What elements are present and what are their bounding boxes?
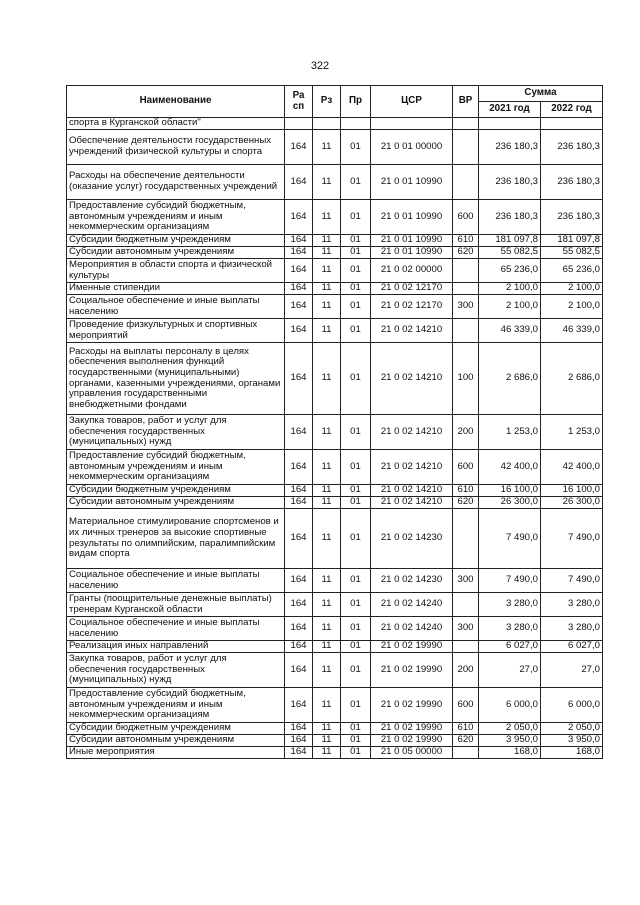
table-cell-vr: 620 <box>453 247 479 259</box>
table-cell-name: Иные мероприятия <box>67 747 285 759</box>
table-cell-2021: 2 686,0 <box>479 343 541 415</box>
table-cell-name: Предоставление субсидий бюджетным, автономным учреждениям и иным некоммерческим организациям <box>67 688 285 723</box>
table-cell-2022: 168,0 <box>541 747 603 759</box>
table-cell-csr: 21 0 02 14230 <box>371 509 453 569</box>
table-cell-2021: 1 253,0 <box>479 415 541 450</box>
table-cell-vr <box>453 747 479 759</box>
table-cell-vr <box>453 641 479 653</box>
table-cell-csr: 21 0 02 14210 <box>371 497 453 509</box>
table-cell-pr: 01 <box>341 235 371 247</box>
header-name: Наименование <box>67 86 285 118</box>
table-row <box>67 593 603 617</box>
table-row <box>67 688 603 723</box>
table-cell-name: Реализация иных направлений <box>67 641 285 653</box>
table-cell-vr <box>453 593 479 617</box>
table-cell-2022: 1 253,0 <box>541 415 603 450</box>
table-cell-csr: 21 0 05 00000 <box>371 747 453 759</box>
table-cell-2022: 65 236,0 <box>541 259 603 283</box>
table-cell-rasp: 164 <box>285 485 313 497</box>
table-row <box>67 259 603 283</box>
table-cell-2021: 2 100,0 <box>479 295 541 319</box>
table-cell-2022: 16 100,0 <box>541 485 603 497</box>
table-cell-vr <box>453 283 479 295</box>
table-cell-csr: 21 0 01 10990 <box>371 247 453 259</box>
table-cell-csr: 21 0 02 19990 <box>371 688 453 723</box>
table-cell-name: Гранты (поощрительные денежные выплаты) тренерам Курганской области <box>67 593 285 617</box>
table-cell-2021: 236 180,3 <box>479 200 541 235</box>
table-cell-vr <box>453 165 479 200</box>
table-cell-csr <box>371 118 453 130</box>
table-cell-csr: 21 0 02 14240 <box>371 593 453 617</box>
table-cell-2022: 26 300,0 <box>541 497 603 509</box>
table-cell-vr <box>453 118 479 130</box>
table-cell-pr: 01 <box>341 617 371 641</box>
table-row <box>67 200 603 235</box>
table-cell-pr: 01 <box>341 165 371 200</box>
table-cell-pr: 01 <box>341 247 371 259</box>
table-cell-rasp: 164 <box>285 569 313 593</box>
table-cell-rasp: 164 <box>285 450 313 485</box>
table-cell-pr: 01 <box>341 343 371 415</box>
table-cell-2022: 6 000,0 <box>541 688 603 723</box>
table-cell-rz <box>313 118 341 130</box>
table-cell-rz: 11 <box>313 688 341 723</box>
table-cell-pr: 01 <box>341 295 371 319</box>
table-cell-2022: 2 050,0 <box>541 723 603 735</box>
table-cell-2021: 2 050,0 <box>479 723 541 735</box>
table-cell-rz: 11 <box>313 450 341 485</box>
table-cell-rz: 11 <box>313 235 341 247</box>
table-cell-pr: 01 <box>341 497 371 509</box>
table-cell-2022: 2 100,0 <box>541 295 603 319</box>
page-number: 322 <box>310 60 330 72</box>
table-cell-rz: 11 <box>313 569 341 593</box>
table-cell-rz: 11 <box>313 130 341 165</box>
table-cell-name: Субсидии автономным учреждениям <box>67 735 285 747</box>
table-cell-2021: 3 950,0 <box>479 735 541 747</box>
table-row <box>67 343 603 415</box>
table-cell-rasp: 164 <box>285 653 313 688</box>
table-cell-rz: 11 <box>313 295 341 319</box>
header-rasp-line2: сп <box>292 100 305 112</box>
table-cell-vr: 610 <box>453 485 479 497</box>
table-cell-2022: 55 082,5 <box>541 247 603 259</box>
table-cell-rasp: 164 <box>285 130 313 165</box>
table-cell-pr: 01 <box>341 200 371 235</box>
table-cell-2022: 236 180,3 <box>541 165 603 200</box>
table-cell-rz: 11 <box>313 617 341 641</box>
table-cell-vr: 200 <box>453 653 479 688</box>
table-cell-name: Мероприятия в области спорта и физической культуры <box>67 259 285 283</box>
table-cell-vr: 620 <box>453 497 479 509</box>
table-cell-rz: 11 <box>313 283 341 295</box>
table-cell-name: Субсидии бюджетным учреждениям <box>67 723 285 735</box>
table-cell-rasp: 164 <box>285 723 313 735</box>
table-cell-pr: 01 <box>341 569 371 593</box>
table-cell-rz: 11 <box>313 747 341 759</box>
table-row <box>67 295 603 319</box>
table-cell-pr: 01 <box>341 593 371 617</box>
table-row <box>67 653 603 688</box>
table-row <box>67 569 603 593</box>
table-cell-vr: 610 <box>453 723 479 735</box>
header-rasp-line1: Ра <box>292 89 305 101</box>
table-cell-vr: 300 <box>453 569 479 593</box>
table-cell-pr: 01 <box>341 130 371 165</box>
table-cell-vr: 100 <box>453 343 479 415</box>
table-cell-2022: 3 280,0 <box>541 593 603 617</box>
table-cell-rasp: 164 <box>285 617 313 641</box>
table-cell-rz: 11 <box>313 200 341 235</box>
table-cell-name: Обеспечение деятельности государственных учреждений физической культуры и спорта <box>67 130 285 165</box>
table-cell-rz: 11 <box>313 165 341 200</box>
header-2022: 2022 год <box>541 102 603 118</box>
table-cell-2021: 7 490,0 <box>479 509 541 569</box>
table-cell-name: Социальное обеспечение и иные выплаты населению <box>67 569 285 593</box>
header-rasp <box>285 86 313 118</box>
header-rz: Рз <box>313 86 341 118</box>
table-cell-2021: 65 236,0 <box>479 259 541 283</box>
table-cell-vr: 600 <box>453 688 479 723</box>
table-body <box>67 118 603 759</box>
table-cell-csr: 21 0 01 10990 <box>371 200 453 235</box>
table-cell-rz: 11 <box>313 641 341 653</box>
table-cell-pr: 01 <box>341 415 371 450</box>
header-2021: 2021 год <box>479 102 541 118</box>
table-cell-name: Предоставление субсидий бюджетным, автономным учреждениям и иным некоммерческим организациям <box>67 200 285 235</box>
table-cell-name: Именные стипендии <box>67 283 285 295</box>
table-cell-2021: 168,0 <box>479 747 541 759</box>
table-cell-rz: 11 <box>313 247 341 259</box>
table-row <box>67 617 603 641</box>
table-cell-vr: 610 <box>453 235 479 247</box>
table-cell-2022: 6 027,0 <box>541 641 603 653</box>
table-cell-2021: 16 100,0 <box>479 485 541 497</box>
table-cell-2021: 26 300,0 <box>479 497 541 509</box>
table-cell-rz: 11 <box>313 319 341 343</box>
table-cell-2021: 236 180,3 <box>479 165 541 200</box>
table-cell-pr: 01 <box>341 688 371 723</box>
table-row <box>67 235 603 247</box>
table-cell-2022: 42 400,0 <box>541 450 603 485</box>
table-cell-rz: 11 <box>313 593 341 617</box>
header-csr: ЦСР <box>371 86 453 118</box>
table-cell-2021: 2 100,0 <box>479 283 541 295</box>
table-cell-csr: 21 0 02 00000 <box>371 259 453 283</box>
table-cell-name: Расходы на обеспечение деятельности (оказание услуг) государственных учреждений <box>67 165 285 200</box>
table-cell-csr: 21 0 02 14210 <box>371 450 453 485</box>
table-cell-pr: 01 <box>341 735 371 747</box>
table-cell-csr: 21 0 02 14210 <box>371 485 453 497</box>
table-cell-rasp: 164 <box>285 295 313 319</box>
table-cell-rasp: 164 <box>285 283 313 295</box>
table-cell-pr: 01 <box>341 283 371 295</box>
table-cell-pr: 01 <box>341 485 371 497</box>
table-cell-csr: 21 0 02 19990 <box>371 653 453 688</box>
table-cell-csr: 21 0 02 14240 <box>371 617 453 641</box>
table-cell-2022: 7 490,0 <box>541 569 603 593</box>
table-cell-vr: 300 <box>453 295 479 319</box>
header-vr: ВР <box>453 86 479 118</box>
table-cell-rasp: 164 <box>285 735 313 747</box>
table-cell-rz: 11 <box>313 735 341 747</box>
table-cell-rz: 11 <box>313 653 341 688</box>
table-cell-csr: 21 0 02 12170 <box>371 295 453 319</box>
table-cell-2021: 6 000,0 <box>479 688 541 723</box>
table-row <box>67 283 603 295</box>
table-row <box>67 247 603 259</box>
table-cell-pr <box>341 118 371 130</box>
table-cell-vr: 600 <box>453 450 479 485</box>
table-cell-name: Социальное обеспечение и иные выплаты населению <box>67 295 285 319</box>
table-cell-rz: 11 <box>313 415 341 450</box>
table-cell-name: Субсидии автономным учреждениям <box>67 247 285 259</box>
table-cell-2022 <box>541 118 603 130</box>
table-cell-2021 <box>479 118 541 130</box>
table-cell-vr <box>453 509 479 569</box>
table-cell-rasp: 164 <box>285 247 313 259</box>
table-cell-rasp: 164 <box>285 747 313 759</box>
table-row <box>67 641 603 653</box>
table-cell-pr: 01 <box>341 259 371 283</box>
table-cell-2021: 6 027,0 <box>479 641 541 653</box>
table-cell-name: Материальное стимулирование спортсменов и их личных тренеров за высокие спортивные результаты по олимпийским, паралимпийским видам спорта <box>67 509 285 569</box>
table-cell-vr <box>453 259 479 283</box>
table-cell-rasp: 164 <box>285 497 313 509</box>
table-row <box>67 723 603 735</box>
table-cell-csr: 21 0 01 00000 <box>371 130 453 165</box>
table-cell-rz: 11 <box>313 485 341 497</box>
table-cell-name: Закупка товаров, работ и услуг для обеспечения государственных (муниципальных) нужд <box>67 415 285 450</box>
table-cell-2022: 46 339,0 <box>541 319 603 343</box>
table-cell-rasp: 164 <box>285 165 313 200</box>
header-pr: Пр <box>341 86 371 118</box>
table-row <box>67 509 603 569</box>
table-row <box>67 485 603 497</box>
table-row <box>67 319 603 343</box>
table-cell-pr: 01 <box>341 723 371 735</box>
table-cell-csr: 21 0 02 19990 <box>371 735 453 747</box>
table-cell-vr <box>453 130 479 165</box>
table-cell-rasp: 164 <box>285 641 313 653</box>
table-cell-rasp: 164 <box>285 593 313 617</box>
table-cell-rasp: 164 <box>285 200 313 235</box>
table-cell-rasp: 164 <box>285 343 313 415</box>
table-cell-2022: 2 100,0 <box>541 283 603 295</box>
table-cell-name: Субсидии автономным учреждениям <box>67 497 285 509</box>
table-cell-pr: 01 <box>341 450 371 485</box>
table-cell-csr: 21 0 02 14210 <box>371 343 453 415</box>
table-cell-pr: 01 <box>341 509 371 569</box>
table-cell-vr: 300 <box>453 617 479 641</box>
table-cell-2021: 3 280,0 <box>479 617 541 641</box>
table-cell-rz: 11 <box>313 343 341 415</box>
table-row <box>67 450 603 485</box>
table-cell-csr: 21 0 02 14210 <box>371 415 453 450</box>
table-cell-csr: 21 0 02 12170 <box>371 283 453 295</box>
table-cell-rz: 11 <box>313 723 341 735</box>
table-cell-name: Субсидии бюджетным учреждениям <box>67 235 285 247</box>
header-row <box>67 86 603 102</box>
table-cell-vr: 600 <box>453 200 479 235</box>
table-cell-2022: 181 097,8 <box>541 235 603 247</box>
table-row <box>67 165 603 200</box>
table-cell-csr: 21 0 02 19990 <box>371 641 453 653</box>
table-cell-name: спорта в Курганской области" <box>67 118 285 130</box>
table-cell-csr: 21 0 02 19990 <box>371 723 453 735</box>
table-row <box>67 497 603 509</box>
table-cell-2021: 46 339,0 <box>479 319 541 343</box>
table-row <box>67 130 603 165</box>
table-cell-name: Проведение физкультурных и спортивных мероприятий <box>67 319 285 343</box>
table-row <box>67 415 603 450</box>
table-cell-2022: 27,0 <box>541 653 603 688</box>
table-cell-rz: 11 <box>313 509 341 569</box>
table-cell-vr <box>453 319 479 343</box>
table-cell-name: Предоставление субсидий бюджетным, автономным учреждениям и иным некоммерческим организациям <box>67 450 285 485</box>
table-cell-csr: 21 0 02 14230 <box>371 569 453 593</box>
table-cell-2021: 27,0 <box>479 653 541 688</box>
budget-table <box>66 85 603 759</box>
table-cell-pr: 01 <box>341 641 371 653</box>
table-cell-rasp: 164 <box>285 688 313 723</box>
table-cell-2021: 7 490,0 <box>479 569 541 593</box>
table-cell-2022: 2 686,0 <box>541 343 603 415</box>
table-row <box>67 735 603 747</box>
table-cell-2021: 3 280,0 <box>479 593 541 617</box>
table-cell-rasp <box>285 118 313 130</box>
table-cell-rz: 11 <box>313 497 341 509</box>
table-cell-rasp: 164 <box>285 259 313 283</box>
table-cell-2022: 236 180,3 <box>541 200 603 235</box>
table-row <box>67 747 603 759</box>
table-cell-2021: 55 082,5 <box>479 247 541 259</box>
table-cell-rasp: 164 <box>285 509 313 569</box>
table-cell-name: Закупка товаров, работ и услуг для обеспечения государственных (муниципальных) нужд <box>67 653 285 688</box>
table-cell-rz: 11 <box>313 259 341 283</box>
table-cell-2022: 3 950,0 <box>541 735 603 747</box>
table-cell-name: Социальное обеспечение и иные выплаты населению <box>67 617 285 641</box>
table-cell-pr: 01 <box>341 747 371 759</box>
table-cell-name: Субсидии бюджетным учреждениям <box>67 485 285 497</box>
table-cell-2021: 236 180,3 <box>479 130 541 165</box>
table-cell-csr: 21 0 02 14210 <box>371 319 453 343</box>
table-cell-csr: 21 0 01 10990 <box>371 235 453 247</box>
table-cell-pr: 01 <box>341 653 371 688</box>
table-cell-2021: 181 097,8 <box>479 235 541 247</box>
table-cell-2022: 7 490,0 <box>541 509 603 569</box>
table-cell-vr: 620 <box>453 735 479 747</box>
table-cell-rasp: 164 <box>285 415 313 450</box>
table-cell-rasp: 164 <box>285 319 313 343</box>
header-sum: Сумма <box>479 86 603 102</box>
table-cell-2022: 3 280,0 <box>541 617 603 641</box>
table-cell-rasp: 164 <box>285 235 313 247</box>
table-cell-pr: 01 <box>341 319 371 343</box>
table-cell-csr: 21 0 01 10990 <box>371 165 453 200</box>
table-row <box>67 118 603 130</box>
table-cell-vr: 200 <box>453 415 479 450</box>
table-cell-2021: 42 400,0 <box>479 450 541 485</box>
table-cell-name: Расходы на выплаты персоналу в целях обеспечения выполнения функций государственными (муниципальными) органами, казенными учреждениями, органами управления государственными внебюджетными фондами <box>67 343 285 415</box>
table-cell-2022: 236 180,3 <box>541 130 603 165</box>
